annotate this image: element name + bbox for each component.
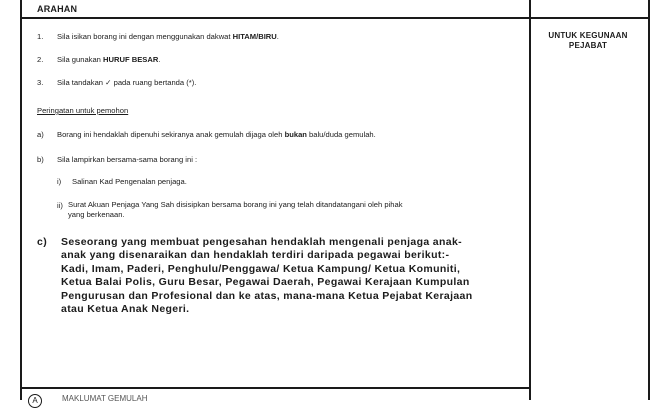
item-c-line-6: atau Ketua Anak Negeri. (61, 303, 190, 315)
sub-item-i-text: Salinan Kad Pengenalan penjaga. (72, 177, 187, 186)
item-c-label: c) (37, 236, 48, 248)
section-bottom-divider (20, 387, 530, 389)
item-c-line-3: Kadi, Imam, Paderi, Penghulu/Penggawa/ Ketua Kampung/ Ketua Komuniti, (61, 262, 461, 275)
instruction-1-text: Sila isikan borang ini dengan menggunakan dakwat (57, 32, 233, 41)
item-c-line-2: anak yang disenaraikan dan hendaklah terdiri daripada pegawai berikut:- (61, 249, 450, 262)
item-a-text-start: Borang ini hendaklah dipenuhi sekiranya anak gemulah dijaga oleh (57, 130, 285, 139)
sub-item-ii-label: ii) (57, 201, 63, 210)
column-divider (529, 0, 531, 400)
item-b-text: Sila lampirkan bersama-sama borang ini : (57, 155, 198, 164)
item-a-text (57, 130, 376, 139)
sub-item-ii-line1: Surat Akuan Penjaga Yang Sah disisipkan bersama borang ini yang telah ditandatangani oleh pihak (68, 200, 403, 209)
instruction-3: Sila tandakan ✓ pada ruang bertanda (*). (57, 78, 197, 87)
instruction-2 (57, 55, 160, 64)
item-c-line-1: Seseorang yang membuat pengesahan hendaklah mengenali penjaga anak- (61, 236, 462, 248)
item-c-line-5: Pengurusan dan Profesional dan ke atas, mana-mana Ketua Pejabat Kerajaan (61, 289, 473, 302)
instruction-1-number: 1. (37, 32, 44, 41)
item-a-text-end: balu/duda gemulah. (306, 130, 376, 139)
left-border (20, 0, 22, 400)
sub-item-ii-line2: yang berkenaan. (68, 210, 125, 219)
instruction-2-text: Sila gunakan (57, 55, 104, 64)
office-use-label-line1: UNTUK KEGUNAAN (548, 31, 628, 40)
instruction-3-number: 3. (37, 78, 44, 87)
instruction-2-bold: HURUF BESAR (103, 55, 159, 64)
item-b-label: b) (37, 155, 44, 164)
instruction-2-end: . (158, 55, 161, 64)
instruction-1 (57, 32, 279, 41)
item-c-line-4: Ketua Balai Polis, Guru Besar, Pegawai Daerah, Pegawai Kerajaan Kumpulan (61, 276, 470, 289)
office-use-label-line2: PEJABAT (568, 41, 608, 50)
instruction-1-end: . (276, 32, 279, 41)
instruction-2-number: 2. (37, 55, 44, 64)
header-divider (20, 17, 650, 19)
item-a-bold: bukan (284, 130, 307, 139)
next-section-heading: MAKLUMAT GEMULAH (62, 394, 148, 403)
section-heading: ARAHAN (37, 4, 78, 14)
section-marker-circle: A (28, 394, 42, 408)
sub-item-i-label: i) (57, 177, 62, 186)
instruction-1-bold: HITAM/BIRU (232, 32, 277, 41)
warning-heading: Peringatan untuk pemohon (37, 106, 129, 115)
item-a-label: a) (37, 130, 44, 139)
